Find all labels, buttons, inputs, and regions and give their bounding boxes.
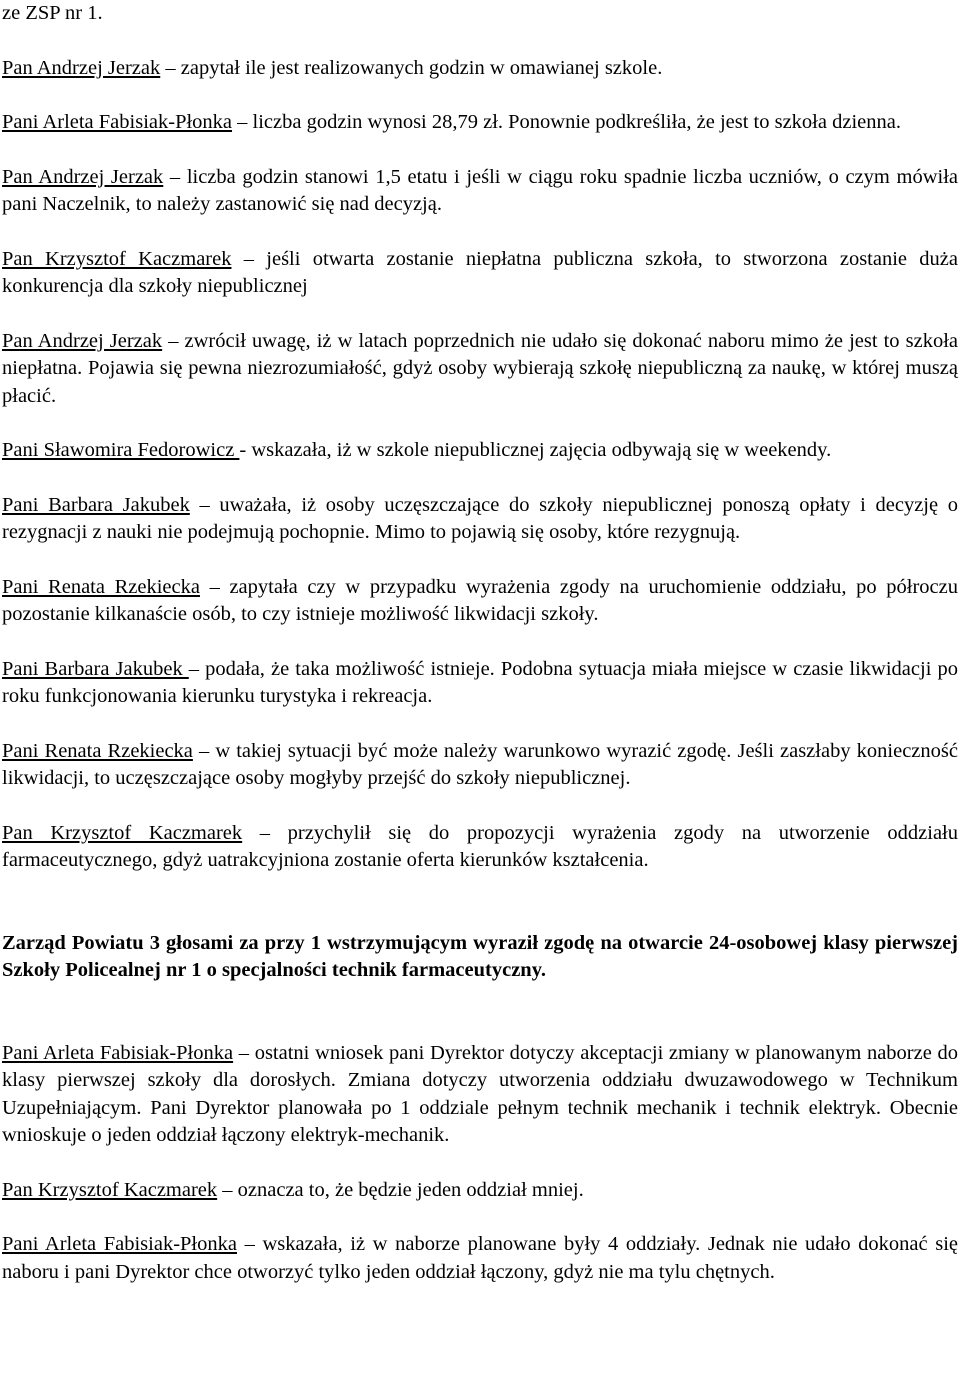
statement-text: – zwrócił uwagę, iż w latach poprzednich nie udało się dokonać naboru mimo że jest to szkoła niepłatna. Pojawia się pewna niezrozumiałość, gdyż osoby wybierają szkołę niepubliczną za naukę, w której muszą płacić.: [2, 329, 958, 407]
paragraph-4: [2, 246, 958, 301]
statement-text: – w takiej sytuacji być może należy warunkowo wyrazić zgodę. Jeśli zaszłaby konieczność likwidacji, to uczęszczające osoby mogłyby przejść do szkoły niepublicznej.: [2, 739, 958, 789]
speaker-name: Pan Krzysztof Kaczmarek: [2, 247, 232, 270]
speaker-name: Pan Andrzej Jerzak: [2, 56, 161, 79]
speaker-name: Pani Sławomira Fedorowicz: [2, 439, 240, 461]
speaker-name: Pan Andrzej Jerzak: [2, 329, 163, 352]
speaker-name: Pani Barbara Jakubek: [2, 493, 190, 516]
statement-text: – wskazała, iż w naborze planowane były 4 oddziały. Jednak nie udało dokonać się naboru i pani Dyrektor chce otworzyć tylko jeden oddział łączony, gdyż nie ma tylu chętnych.: [2, 1233, 958, 1283]
paragraph-9: [2, 656, 958, 711]
speaker-name: Pani Arleta Fabisiak-Płonka: [2, 111, 233, 133]
speaker-name: Pan Krzysztof Kaczmarek: [2, 821, 243, 844]
statement-text: – zapytała czy w przypadku wyrażenia zgody na uruchomienie oddziału, po półroczu pozostanie kilkanaście osób, to czy istnieje możliwość likwidacji szkoły.: [2, 575, 958, 625]
statement-text: – oznacza to, że będzie jeden oddział mniej.: [217, 1178, 584, 1201]
paragraph-1: [2, 55, 958, 83]
statement-text: - wskazała, iż w szkole niepublicznej zajęcia odbywają się w weekendy.: [239, 439, 832, 461]
paragraph-10: [2, 738, 958, 793]
paragraph-2: [2, 109, 958, 137]
statement-text: – liczba godzin wynosi 28,79 zł. Ponownie podkreśliła, że jest to szkoła dzienna.: [232, 111, 901, 133]
statement-text: – zapytał ile jest realizowanych godzin w omawianej szkole.: [160, 56, 663, 79]
board-resolution: Zarząd Powiatu 3 głosami za przy 1 wstrzymującym wyraził zgodę na otwarcie 24-osobowej klasy pierwszej Szkoły Policealnej nr 1 o specjalności technik farmaceutyczny.: [2, 931, 958, 981]
speaker-name: Pani Arleta Fabisiak-Płonka: [2, 1233, 237, 1255]
paragraph-11: [2, 820, 958, 875]
paragraph-14: [2, 1231, 958, 1286]
statement-text: – przychylił się do propozycji wyrażenia zgody na utworzenie oddziału farmaceutycznego, gdyż uatrakcyjniona zostanie oferta kierunków kształcenia.: [2, 821, 958, 871]
statement-text: – ostatni wniosek pani Dyrektor dotyczy akceptacji zmiany w planowanym naborze do klasy pierwszej szkoły dla dorosłych. Zmiana dotyczy utworzenia oddziału dwuzawodowego w Technikum Uzupełniającym. Pani Dyrektor planowała po 1 oddziale pełnym technik mechanik i technik elektryk. Obecnie wnioskuje o jeden oddział łączony elektryk-mechanik.: [2, 1041, 958, 1146]
document-page: [2, 0, 958, 1313]
statement-text: – podała, że taka możliwość istnieje. Podobna sytuacja miała miejsce w czasie likwidacji po roku funkcjonowania kierunku turystyka i rekreacja.: [2, 657, 958, 707]
speaker-name: Pan Andrzej Jerzak: [2, 165, 164, 188]
paragraph-3: [2, 164, 958, 219]
paragraph-12: [2, 1040, 958, 1150]
paragraph-6: [2, 437, 958, 465]
speaker-name: Pani Arleta Fabisiak-Płonka: [2, 1041, 234, 1064]
paragraph-7: [2, 492, 958, 547]
speaker-name: Pan Krzysztof Kaczmarek: [2, 1178, 218, 1201]
speaker-name: Pani Barbara Jakubek: [2, 657, 189, 680]
statement-text: – liczba godzin stanowi 1,5 etatu i jeśli w ciągu roku spadnie liczba uczniów, o czym mówiła pani Naczelnik, to należy zastanowić się nad decyzją.: [2, 165, 958, 215]
paragraph-8: [2, 574, 958, 629]
intro-line: ze ZSP nr 1.: [2, 2, 103, 24]
statement-text: – jeśli otwarta zostanie niepłatna publiczna szkoła, to stworzona zostanie duża konkurencja dla szkoły niepublicznej: [2, 247, 958, 297]
statement-text: – uważała, iż osoby uczęszczające do szkoły niepublicznej ponoszą opłaty i decyzję o rezygnacji z nauki nie podejmują pochopnie. Mimo to pojawią się osoby, które rezygnują.: [2, 493, 959, 543]
paragraph-13: [2, 1177, 958, 1205]
paragraph-5: [2, 328, 958, 411]
speaker-name: Pani Renata Rzekiecka: [2, 739, 193, 762]
speaker-name: Pani Renata Rzekiecka: [2, 575, 200, 598]
